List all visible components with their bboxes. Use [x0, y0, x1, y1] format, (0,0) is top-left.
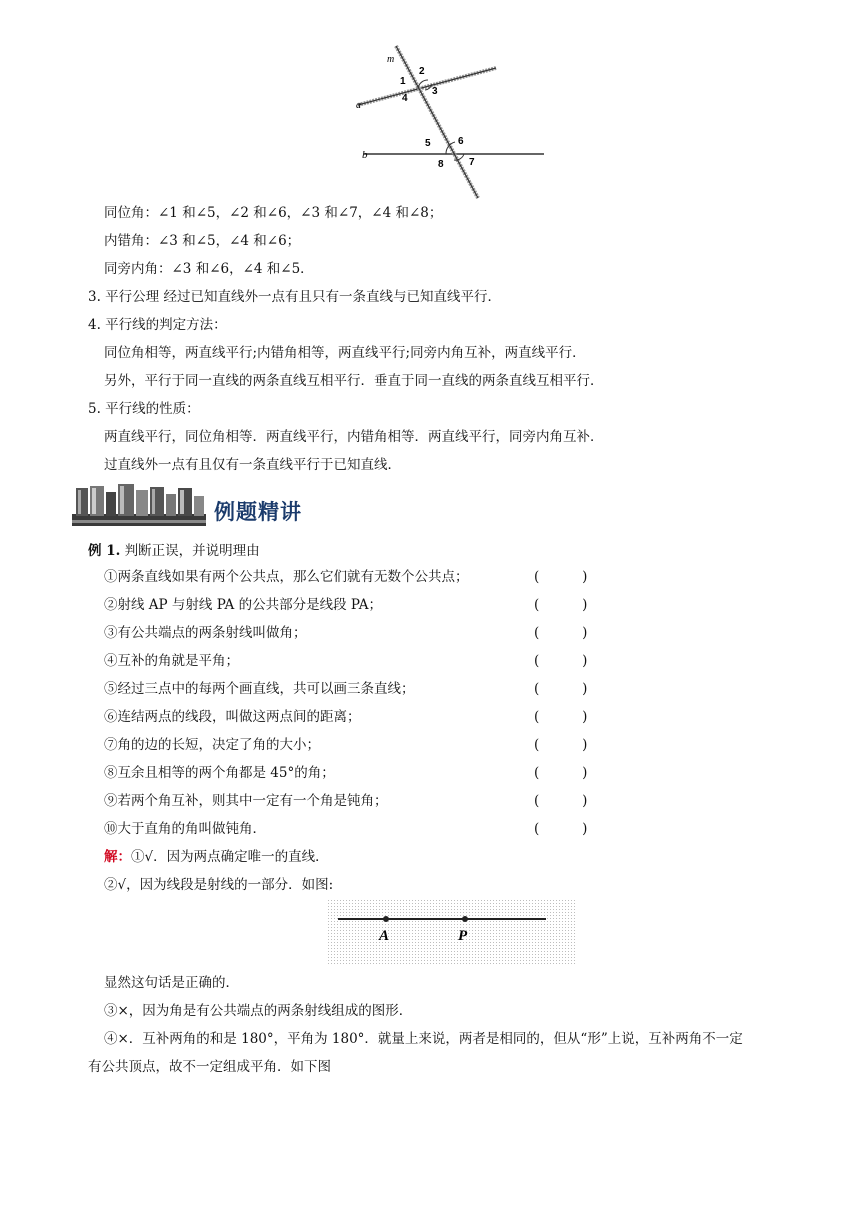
answer-blank-2: ( )	[534, 597, 588, 613]
label-a: a	[356, 100, 361, 111]
example-1-label: 例 1.	[88, 543, 121, 559]
label-m: m	[387, 54, 395, 65]
parallel-criteria-title: 4. 平行线的判定方法：	[88, 317, 227, 333]
answer-blank-4: ( )	[534, 653, 588, 669]
solution-2: ②√，因为线段是射线的一部分．如图:	[104, 877, 334, 893]
parallel-criteria-line-2: 另外，平行于同一直线的两条直线互相平行．垂直于同一直线的两条直线互相平行．	[104, 373, 604, 389]
books-banner-graphic	[72, 484, 208, 528]
ray-ap-figure	[328, 900, 576, 964]
label-6: 6	[458, 136, 464, 147]
statement-8: ⑧互余且相等的两个角都是 45°的角；	[104, 765, 335, 781]
statement-1: ①两条直线如果有两个公共点，那么它们就有无数个公共点；	[104, 569, 469, 585]
answer-blank-8: ( )	[534, 765, 588, 781]
answer-blank-10: ( )	[534, 821, 588, 837]
statement-4: ④互补的角就是平角；	[104, 653, 239, 669]
label-5: 5	[425, 138, 431, 149]
answer-blank-3: ( )	[534, 625, 588, 641]
solution-1	[104, 848, 329, 866]
solution-4-line-2: 有公共顶点，故不一定组成平角．如下图	[88, 1059, 331, 1075]
solution-label: 解：	[104, 849, 131, 865]
alternate-interior-angles-line: 内错角：∠3 和∠5，∠4 和∠6；	[104, 233, 301, 249]
statement-6: ⑥连结两点的线段，叫做这两点间的距离；	[104, 709, 361, 725]
label-2: 2	[419, 66, 425, 77]
statement-5: ⑤经过三点中的每两个画直线，共可以画三条直线；	[104, 681, 415, 697]
point-p-label: P	[458, 928, 468, 944]
answer-blank-6: ( )	[534, 709, 588, 725]
solution-3: ③×，因为角是有公共端点的两条射线组成的图形．	[104, 1003, 413, 1019]
example-1-prompt: 判断正误，并说明理由	[124, 543, 260, 559]
point-a-label: A	[379, 928, 390, 944]
section-title: 例题精讲	[214, 500, 302, 524]
parallel-properties-line-2: 过直线外一点有且仅有一条直线平行于已知直线．	[104, 457, 401, 473]
label-b: b	[362, 149, 368, 161]
statement-9: ⑨若两个角互补，则其中一定有一个角是钝角；	[104, 793, 388, 809]
answer-blank-1: ( )	[534, 569, 588, 585]
parallel-lines-figure	[350, 40, 550, 202]
answer-blank-5: ( )	[534, 681, 588, 697]
label-7: 7	[469, 157, 475, 168]
label-3: 3	[432, 86, 438, 97]
statement-3: ③有公共端点的两条射线叫做角；	[104, 625, 307, 641]
same-side-interior-angles-line: 同旁内角：∠3 和∠6，∠4 和∠5．	[104, 261, 314, 277]
answer-blank-7: ( )	[534, 737, 588, 753]
point-p-dot	[462, 916, 468, 922]
label-1: 1	[400, 76, 406, 87]
parallel-properties-title: 5. 平行线的性质：	[88, 401, 200, 417]
example-1-heading	[88, 542, 260, 560]
corresponding-angles-line: 同位角：∠1 和∠5，∠2 和∠6，∠3 和∠7，∠4 和∠8；	[104, 205, 443, 221]
parallel-axiom: 3. 平行公理 经过已知直线外一点有且只有一条直线与已知直线平行．	[88, 289, 501, 305]
statement-2: ②射线 AP 与射线 PA 的公共部分是线段 PA；	[104, 597, 382, 613]
parallel-properties-line-1: 两直线平行，同位角相等．两直线平行，内错角相等．两直线平行，同旁内角互补．	[104, 429, 604, 445]
solution-4-line-1: ④×．互补两角的和是 180°，平角为 180°．就量上来说，两者是相同的，但从“形”上说，互补两角不一定	[104, 1031, 743, 1047]
statement-7: ⑦角的边的长短，决定了角的大小；	[104, 737, 320, 753]
label-8: 8	[438, 159, 444, 170]
point-a-dot	[383, 916, 389, 922]
solution-1-text: ①√．因为两点确定唯一的直线．	[131, 849, 329, 865]
solution-2-conclusion: 显然这句话是正确的．	[104, 975, 239, 991]
label-4: 4	[402, 93, 408, 104]
parallel-criteria-line-1: 同位角相等，两直线平行;内错角相等，两直线平行;同旁内角互补，两直线平行．	[104, 345, 586, 361]
statement-10: ⑩大于直角的角叫做钝角．	[104, 821, 266, 837]
answer-blank-9: ( )	[534, 793, 588, 809]
